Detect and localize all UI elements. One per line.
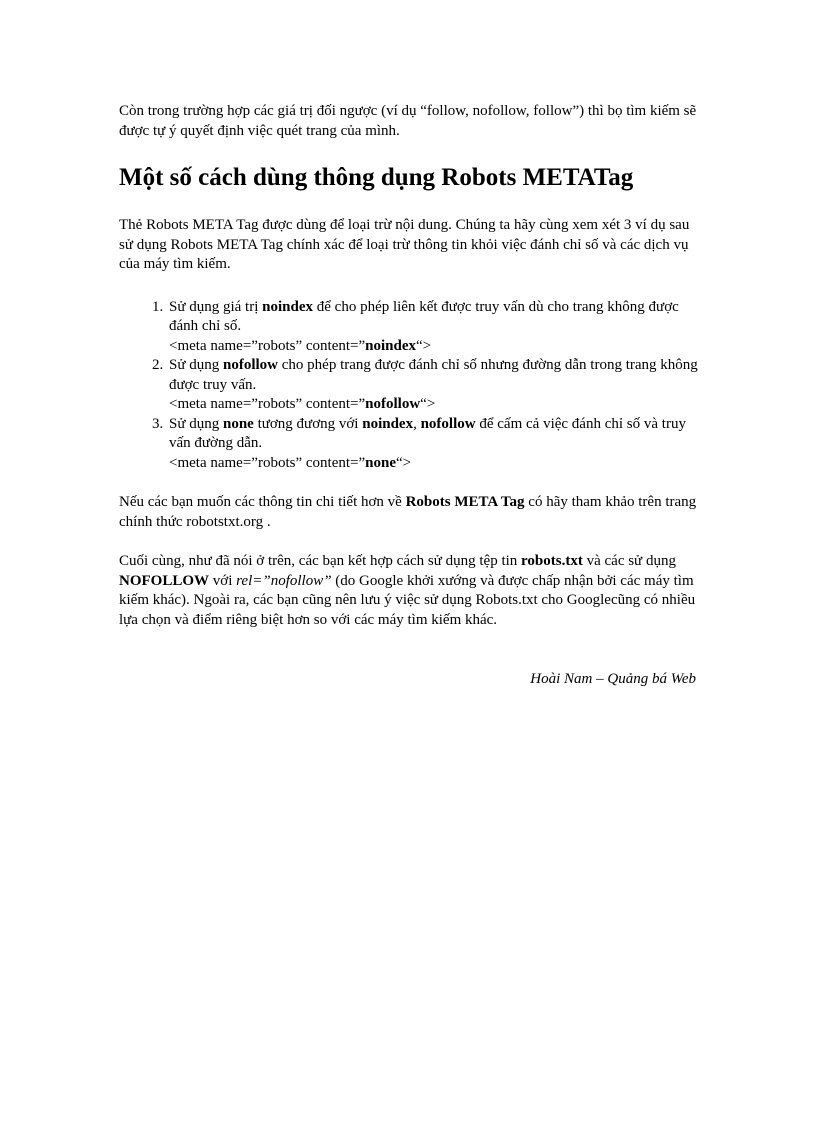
item-keyword: noindex <box>362 415 414 432</box>
paragraph-text: Cuối cùng, như đã nói ở trên, các bạn kết hợp cách sử dụng tệp tin <box>119 553 522 569</box>
list-item <box>167 298 699 357</box>
paragraph-text: và các sử dụng <box>582 553 676 569</box>
list-item <box>167 356 699 415</box>
list-item <box>167 415 699 474</box>
code-text: “> <box>395 454 412 471</box>
item-text: để cấm cả việc đánh chỉ số và truy vấn đường dẫn. <box>169 415 686 451</box>
bold-term: robots.txt <box>521 553 583 569</box>
code-keyword: noindex <box>365 337 416 354</box>
usage-list <box>119 298 699 474</box>
italic-term: rel=”nofollow” <box>236 572 332 589</box>
more-info-paragraph <box>119 493 699 532</box>
code-text: “> <box>420 396 436 412</box>
meta-tag-example <box>169 454 699 474</box>
item-text: , <box>413 415 421 432</box>
author-signature: Hoài Nam – Quảng bá Web <box>530 671 696 687</box>
bold-term: Robots META Tag <box>405 494 525 510</box>
conclusion-paragraph <box>119 552 699 630</box>
code-keyword: none <box>365 454 396 471</box>
item-keyword: none <box>222 415 254 432</box>
item-text: Sử dụng giá trị <box>169 298 263 315</box>
document-page <box>119 96 699 690</box>
code-text: “> <box>416 337 432 354</box>
paragraph-text: Nếu các bạn muốn các thông tin chi tiết hơn về <box>119 494 406 510</box>
item-text: tương đương với <box>253 415 363 432</box>
description-paragraph: Thẻ Robots META Tag được dùng để loại trừ nội dung. Chúng ta hãy cùng xem xét 3 ví dụ sau sử dụng Robots META Tag chính xác để loại trừ thông tin khỏi việc đánh chỉ số và các dịch vụ của máy tìm kiếm. <box>119 217 690 272</box>
intro-paragraph: Còn trong trường hợp các giá trị đối ngược (ví dụ “follow, nofollow, follow”) thì bọ tìm kiếm sẽ được tự ý quyết định việc quét trang của mình. <box>119 103 697 139</box>
section-heading: Một số cách dùng thông dụng Robots METATag <box>119 164 634 191</box>
item-text: Sử dụng <box>169 415 223 432</box>
code-text: <meta name=”robots” content=” <box>169 396 366 412</box>
code-keyword: nofollow <box>365 396 421 412</box>
bold-term: NOFOLLOW <box>119 572 210 589</box>
item-keyword: noindex <box>262 298 313 315</box>
meta-tag-example <box>169 395 699 415</box>
paragraph-text: (do Google khởi xướng và được chấp nhận bởi các máy tìm kiếm khác). Ngoài ra, các bạn cũng nên lưu ý việc sử dụng Robots.txt cho Googlecũng có nhiều lựa chọn và điểm riêng biệt hơn so với các máy tìm kiếm khác. <box>119 572 696 628</box>
meta-tag-example <box>169 337 699 357</box>
code-text: <meta name=”robots” content=” <box>169 454 366 471</box>
item-keyword: nofollow <box>222 357 278 373</box>
paragraph-text: có hãy tham khảo trên trang chính thức robotstxt.org . <box>119 494 697 530</box>
item-text: Sử dụng <box>169 357 223 373</box>
code-text: <meta name=”robots” content=” <box>169 337 366 354</box>
item-text: để cho phép liên kết được truy vấn dù cho trang không được đánh chỉ số. <box>169 298 679 334</box>
paragraph-text: với <box>209 572 237 589</box>
item-keyword: nofollow <box>420 415 476 432</box>
item-text: cho phép trang được đánh chỉ số nhưng đường dẫn trong trang không được truy vấn. <box>169 357 698 393</box>
